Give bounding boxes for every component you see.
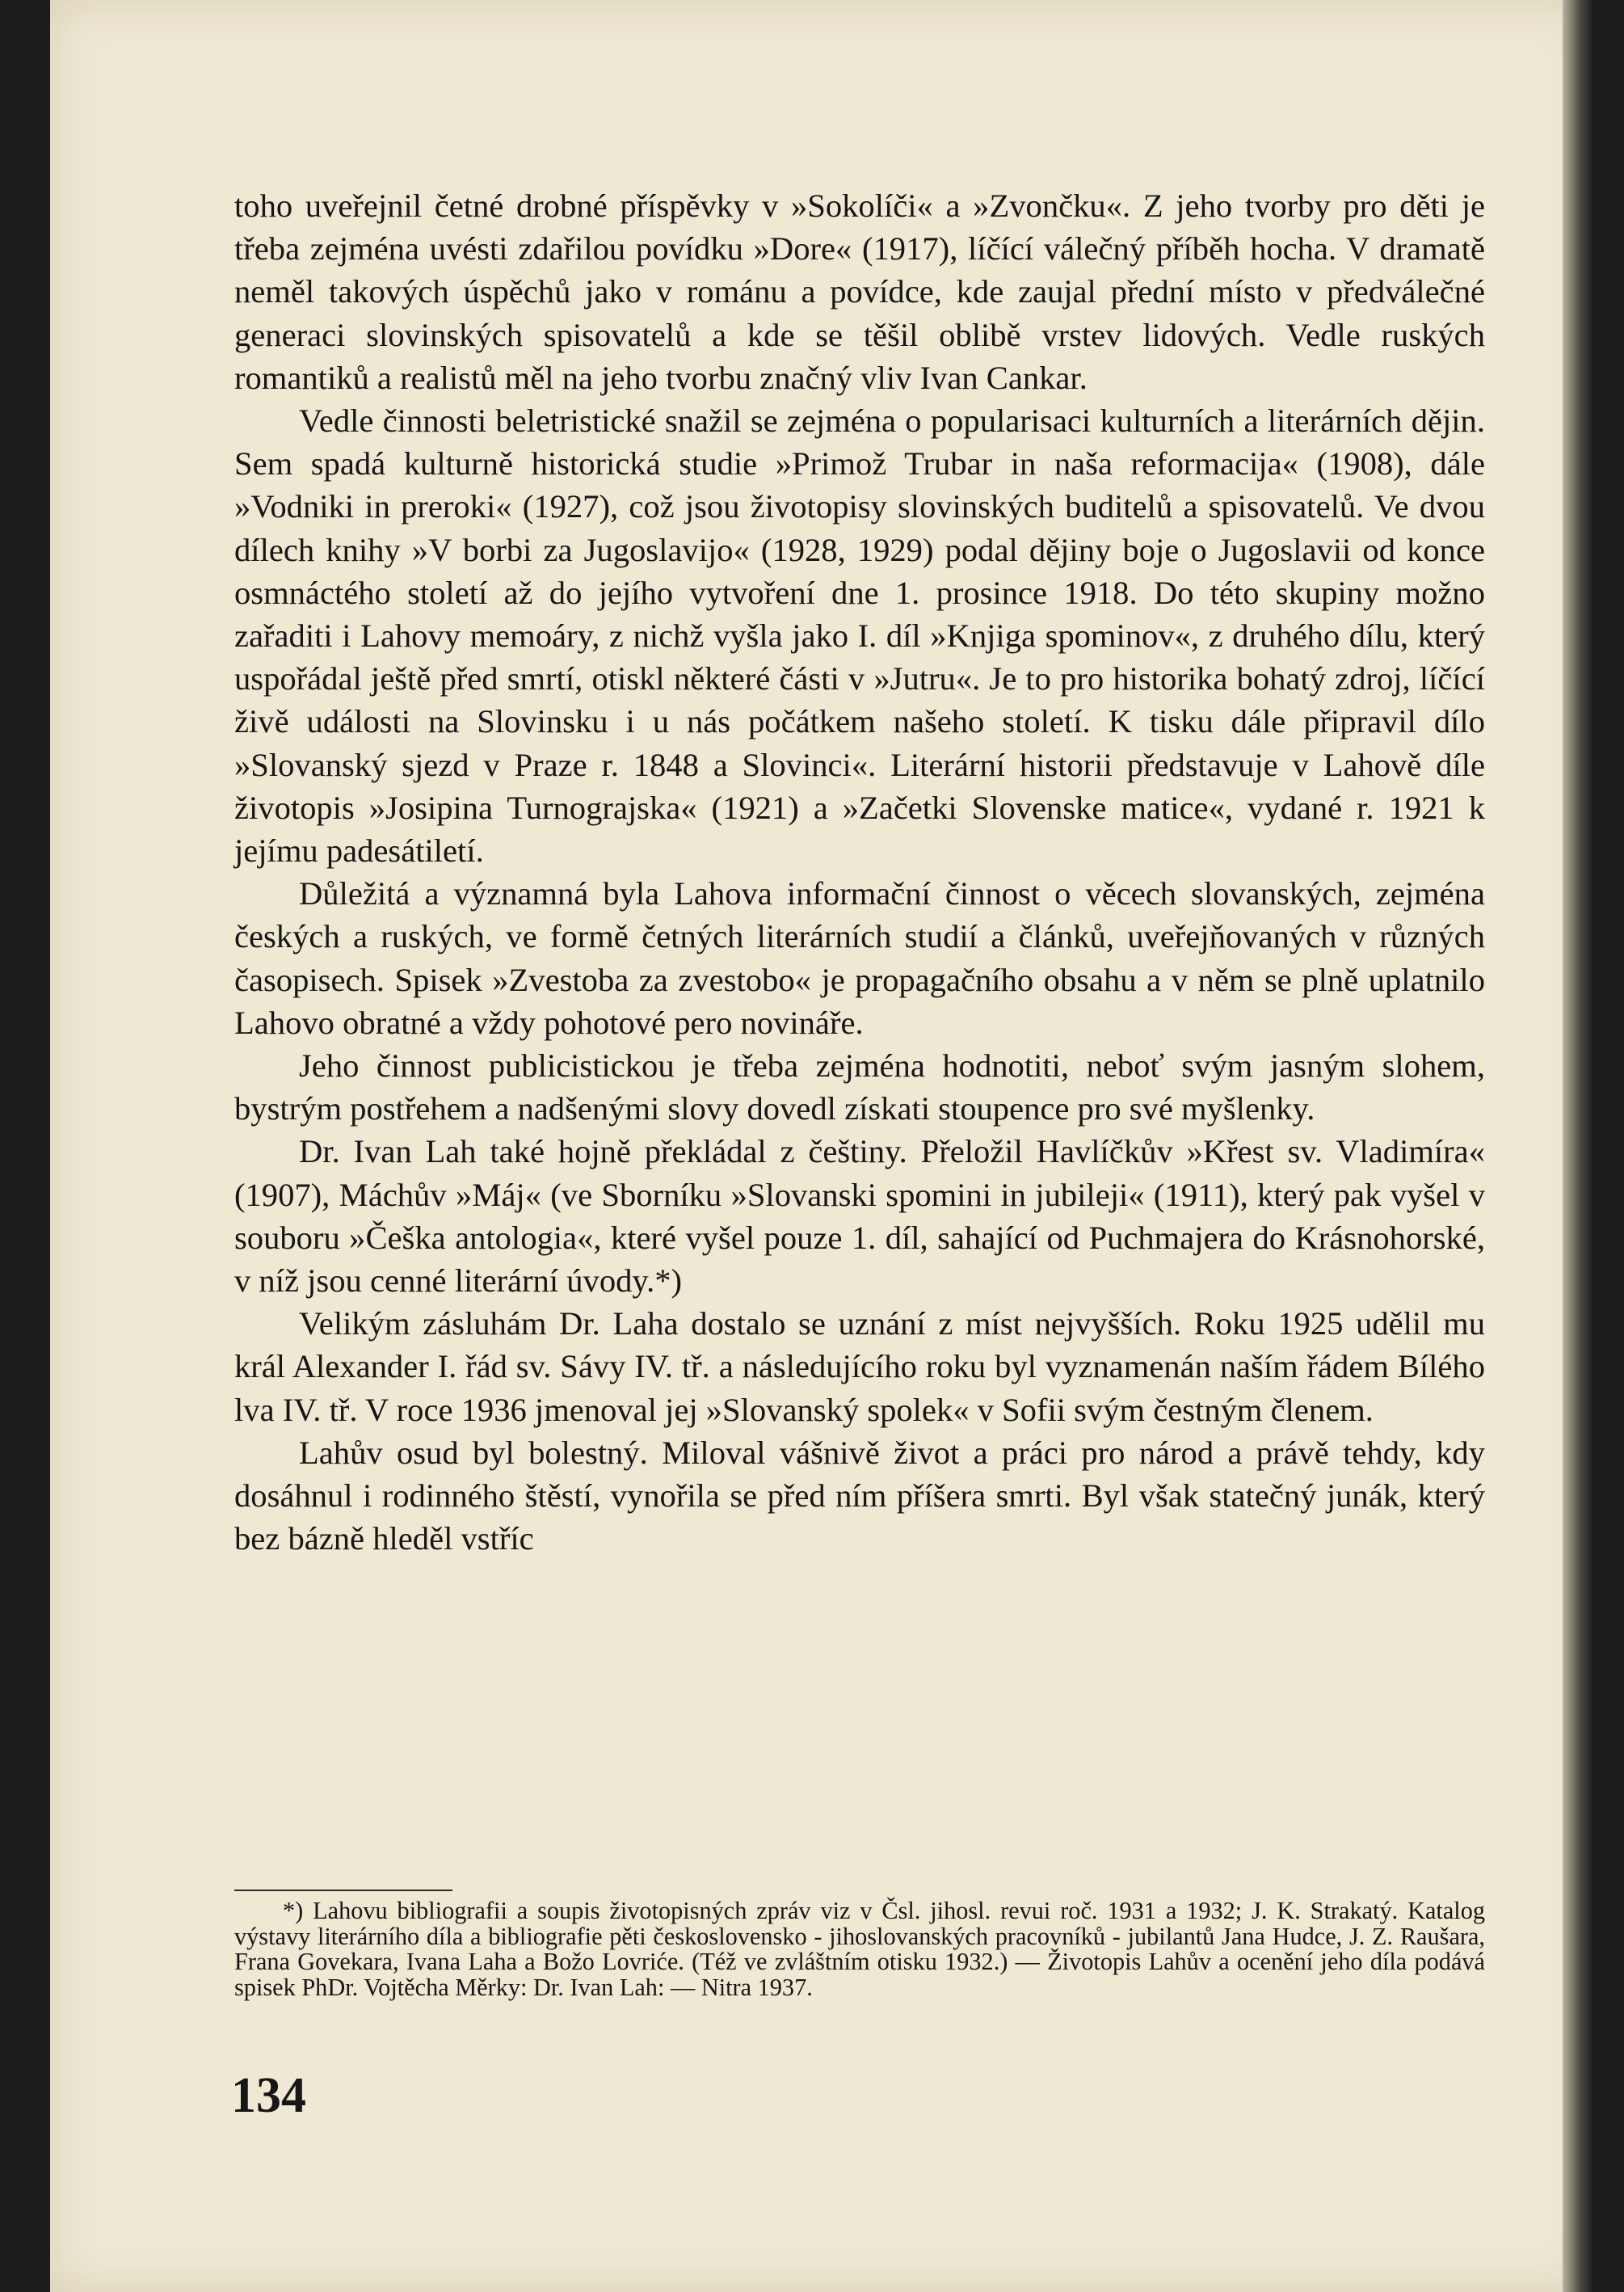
paragraph-7: Lahův osud byl bolestný. Miloval vášnivě život a práci pro národ a právě tehdy, kdy dosáhnul i rodinného štěstí, vynořila se před ním příšera smrti. Byl však statečný junák, který bez bázně hleděl vstříc bbox=[234, 1434, 1485, 1557]
book-gutter-shadow bbox=[1563, 0, 1593, 2292]
paragraph-2: Vedle činnosti beletristické snažil se zejména o popularisaci kulturních a literárních dějin. Sem spadá kulturně historická studie »Primož Trubar in naša reformacija« (1908), dále »Vodniki in preroki« (1927), což jsou životopisy slovinských buditelů a spisovatelů. Ve dvou dílech knihy »V borbi za Jugoslavijo« (1928, 1929) podal dějiny boje o Jugoslavii od konce osmnáctého století až do jejího vytvoření dne 1. prosince 1918. Do této skupiny možno zařaditi i Lahovy memoáry, z nichž vyšla jako I. díl »Knjiga spominov«, z druhého dílu, který uspořádal ještě před smrtí, otiskl některé části v »Jutru«. Je to pro historika bohatý zdroj, líčící živě události na Slovinsku i u nás počátkem našeho století. K tisku dále připravil dílo »Slovanský sjezd v Praze r. 1848 a Slovinci«. Literární historii představuje v Lahově díle životopis »Josipina Turnograjska« (1921) a »Začetki Slovenske matice«, vydané r. 1921 k jejímu padesátiletí. bbox=[234, 402, 1485, 870]
body-text bbox=[234, 184, 1485, 1561]
paragraph-3: Důležitá a významná byla Lahova informační činnost o věcech slovanských, zejména českých a ruských, ve formě četných literárních studií a článků, uveřejňovaných v různých časopisech. Spisek »Zvestoba za zvestobo« je propagačního obsahu a v něm se plně uplatnilo Lahovo obratné a vždy pohotové pero novináře. bbox=[234, 875, 1485, 1041]
paragraph-1: toho uveřejnil četné drobné příspěvky v »Sokolíči« a »Zvončku«. Z jeho tvorby pro děti je třeba zejména uvésti zdařilou povídku »Dore« (1917), líčící válečný příběh hocha. V dramatě neměl takových úspěchů jako v románu a povídce, kde zaujal přední místo v předválečné generaci slovinských spisovatelů a kde se těšil oblibě vrstev lidových. Vedle ruských romantiků a realistů měl na jeho tvorbu značný vliv Ivan Cankar. bbox=[234, 187, 1485, 396]
paragraph-4: Jeho činnost publicistickou je třeba zejména hodnotiti, neboť svým jasným slohem, bystrým postřehem a nadšenými slovy dovedl získati stoupence pro své myšlenky. bbox=[234, 1047, 1485, 1127]
page-number: 134 bbox=[231, 2068, 306, 2123]
footnote: *) Lahovu bibliografii a soupis životopisných zpráv viz v Čsl. jihosl. revui roč. 1931 a 1932; J. K. Strakatý. Katalog výstavy literárního díla a bibliografie pěti československo - jihoslovanských pracovníků - jubilantů Jana Hudce, J. Z. Raušara, Frana Govekara, Ivana Laha a Božo Lovriće. (Též ve zvláštním otisku 1932.) — Životopis Lahův a ocenění jeho díla podává spisek PhDr. Vojtěcha Měrky: Dr. Ivan Lah: — Nitra 1937. bbox=[234, 1897, 1485, 2001]
paragraph-5: Dr. Ivan Lah také hojně překládal z češtiny. Přeložil Havlíčkův »Křest sv. Vladimíra« (1907), Máchův »Máj« (ve Sborníku »Slovanski spomini in jubileji« (1911), který pak vyšel v souboru »Češka antologia«, které vyšel pouze 1. díl, sahající od Puchmajera do Krásnohorské, v níž jsou cenné literární úvody.*) bbox=[234, 1133, 1485, 1300]
paragraph-6: Velikým zásluhám Dr. Laha dostalo se uznání z míst nejvyšších. Roku 1925 udělil mu král Alexander I. řád sv. Sávy IV. tř. a následujícího roku byl vyznamenán naším řádem Bílého lva IV. tř. V roce 1936 jmenoval jej »Slovanský spolek« v Sofii svým čestným členem. bbox=[234, 1305, 1485, 1428]
footnote-separator bbox=[234, 1890, 452, 1891]
book-page bbox=[50, 0, 1593, 2292]
